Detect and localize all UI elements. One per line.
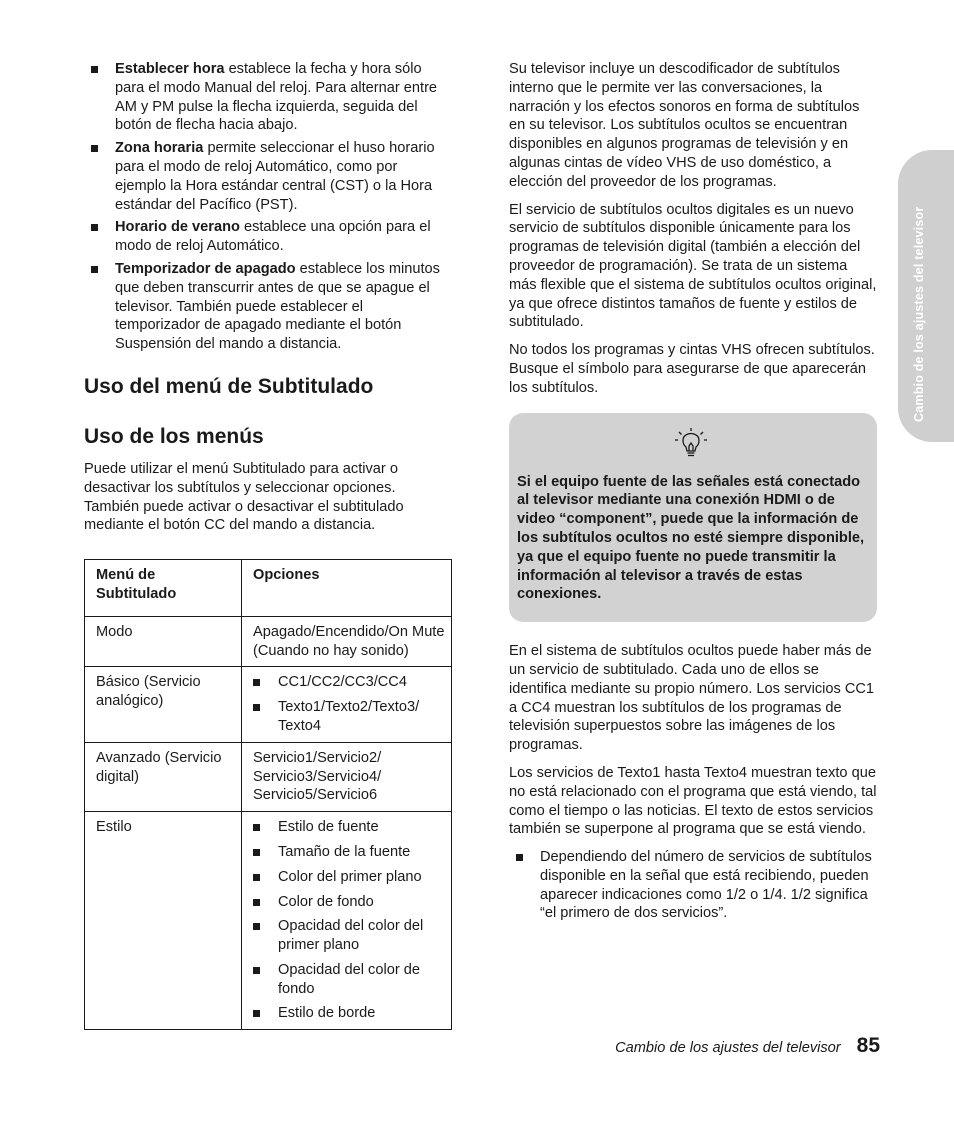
option-item bbox=[253, 917, 445, 955]
table-row bbox=[85, 812, 452, 1030]
item-term: Zona horaria bbox=[115, 140, 204, 157]
option-label: Color de fondo bbox=[278, 893, 374, 910]
options-cell: Servicio1/Servicio2/ Servicio3/Servicio4/ Servicio5/Servicio6 bbox=[242, 742, 452, 811]
square-bullet-icon bbox=[253, 679, 260, 686]
square-bullet-icon bbox=[91, 66, 98, 73]
section-heading: Uso del menú de Subtitulado bbox=[84, 374, 374, 398]
chapter-tab bbox=[898, 150, 954, 442]
menu-cell: Básico (Servicio analógico) bbox=[85, 667, 242, 742]
note-box bbox=[509, 413, 877, 623]
options-cell bbox=[242, 667, 452, 742]
menu-cell: Modo bbox=[85, 616, 242, 667]
square-bullet-icon bbox=[91, 145, 98, 152]
option-label: Opacidad del color de fondo bbox=[278, 961, 420, 997]
square-bullet-icon bbox=[253, 874, 260, 881]
item-term: Temporizador de apagado bbox=[115, 260, 296, 277]
column-header: Opciones bbox=[242, 560, 452, 617]
square-bullet-icon bbox=[253, 824, 260, 831]
list-item bbox=[84, 260, 452, 354]
table-row bbox=[85, 616, 452, 667]
square-bullet-icon bbox=[253, 923, 260, 930]
item-term: Establecer hora bbox=[115, 61, 225, 77]
options-cell bbox=[242, 812, 452, 1030]
lightbulb-icon bbox=[673, 427, 709, 463]
menu-cell: Estilo bbox=[85, 812, 242, 1030]
table-header-row bbox=[85, 560, 452, 617]
right-column bbox=[509, 60, 877, 927]
option-item bbox=[253, 868, 445, 887]
square-bullet-icon bbox=[516, 854, 523, 861]
body-paragraph: Su televisor incluye un descodificador de subtítulos interno que le permite ver las conversaciones, la narración y los efectos sonoros en forma de subtítulos en su televisor. Los subtítulos ocultos se encuentran disponibles en algunos programas de televisión y en algunas cintas de vídeo VHS de uso doméstico, a elección del proveedor de los programas. bbox=[509, 61, 860, 190]
item-text: permite seleccionar el huso horario para el modo de reloj Automático, como por ejemplo la Hora estándar central (CST) o la Hora estándar del Pacífico (PST). bbox=[115, 140, 435, 213]
option-label: CC1/CC2/CC3/CC4 bbox=[278, 674, 407, 691]
chapter-tab-label: Cambio de los ajustes del televisor bbox=[912, 206, 926, 422]
left-column bbox=[84, 60, 452, 1030]
options-cell: Apagado/Encendido/On Mute (Cuando no hay sonido) bbox=[242, 616, 452, 667]
note-text: Si el equipo fuente de las señales está conectado al televisor mediante una conexión HDMI o de video “component”, puede que la información de los subtítulos ocultos no esté siempre disponible, ya que el equipo fuente no puede transmitir la información al televisor a través de estas conexiones. bbox=[517, 473, 865, 603]
option-item bbox=[253, 698, 445, 736]
list-item bbox=[84, 60, 452, 135]
item-text: establece los minutos que deben transcurrir antes de que se apague el televisor. También puede establecer el temporizador de apagado mediante el botón Suspensión del mando a distancia. bbox=[115, 260, 440, 353]
option-item bbox=[253, 818, 445, 837]
option-label: Estilo de fuente bbox=[278, 819, 379, 836]
option-label: Estilo de borde bbox=[278, 1005, 376, 1022]
option-item bbox=[253, 673, 445, 692]
section-heading: Uso de los menús bbox=[84, 424, 264, 448]
body-paragraph: Los servicios de Texto1 hasta Texto4 muestran texto que no está relacionado con el programa que está viendo, tal como el tiempo o las noticias. El texto de estos servicios también se superpone al programa que se está viendo. bbox=[509, 764, 877, 838]
column-header: Menú de Subtitulado bbox=[85, 560, 242, 617]
square-bullet-icon bbox=[91, 224, 98, 231]
intro-paragraph: Puede utilizar el menú Subtitulado para activar o desactivar los subtítulos y seleccionar opciones. También puede activar o desactivar el subtitulado mediante el botón CC del mando a distancia. bbox=[84, 460, 404, 534]
list-item bbox=[509, 848, 877, 923]
square-bullet-icon bbox=[253, 1010, 260, 1017]
option-item bbox=[253, 893, 445, 912]
options-list bbox=[253, 818, 445, 1023]
services-list bbox=[509, 848, 877, 923]
clock-settings-list bbox=[84, 60, 452, 354]
option-label: Tamaño de la fuente bbox=[278, 843, 411, 860]
table-row bbox=[85, 742, 452, 811]
item-term: Horario de verano bbox=[115, 219, 240, 236]
square-bullet-icon bbox=[253, 967, 260, 974]
item-text: establece la fecha y hora sólo para el modo Manual del reloj. Para alternar entre AM y PM pulse la flecha izquierda, seguida del botón de flecha hacia abajo. bbox=[115, 61, 438, 134]
list-item bbox=[84, 139, 452, 214]
option-label: Texto1/Texto2/Texto3/ Texto4 bbox=[278, 699, 420, 734]
table-row bbox=[85, 667, 452, 742]
item-text: Dependiendo del número de servicios de subtítulos disponible en la señal que está recibiendo, pueden aparecer indicaciones como 1/2 o 1/4. 1/2 significa “el primero de dos servicios”. bbox=[540, 849, 872, 922]
menu-cell: Avanzado (Servicio digital) bbox=[85, 742, 242, 811]
subtitle-menu-table bbox=[84, 559, 452, 1030]
footer-chapter-title: Cambio de los ajustes del televisor bbox=[615, 1040, 841, 1056]
square-bullet-icon bbox=[253, 899, 260, 906]
body-paragraph: El servicio de subtítulos ocultos digitales es un nuevo servicio de subtítulos disponible únicamente para los programas de televisión digital (también a elección del proveedor de programación). Se trata de un sistema más flexible que el sistema de subtítulos ocultos original, ya que ofrece distintos tamaños de fuente y estilos de subtitulado. bbox=[509, 201, 877, 331]
item-text: establece una opción para el modo de reloj Automático. bbox=[115, 219, 431, 255]
option-label: Color del primer plano bbox=[278, 868, 422, 885]
page-number: 85 bbox=[856, 1034, 880, 1057]
body-paragraph: En el sistema de subtítulos ocultos puede haber más de un servicio de subtitulado. Cada uno de ellos se identifica mediante su propio número. Los servicios CC1 a CC4 muestran los subtítulos de los programas de televisión superpuestos sobre las imágenes de los programas. bbox=[509, 643, 875, 754]
square-bullet-icon bbox=[253, 704, 260, 711]
page-footer bbox=[615, 1034, 880, 1058]
option-item bbox=[253, 961, 445, 999]
options-list bbox=[253, 673, 445, 735]
option-item bbox=[253, 1004, 445, 1023]
square-bullet-icon bbox=[253, 849, 260, 856]
list-item bbox=[84, 218, 452, 256]
option-item bbox=[253, 843, 445, 862]
square-bullet-icon bbox=[91, 266, 98, 273]
option-label: Opacidad del color del primer plano bbox=[278, 918, 424, 954]
body-paragraph: No todos los programas y cintas VHS ofrecen subtítulos. Busque el símbolo para asegurarse de que aparecerán los subtítulos. bbox=[509, 342, 875, 396]
